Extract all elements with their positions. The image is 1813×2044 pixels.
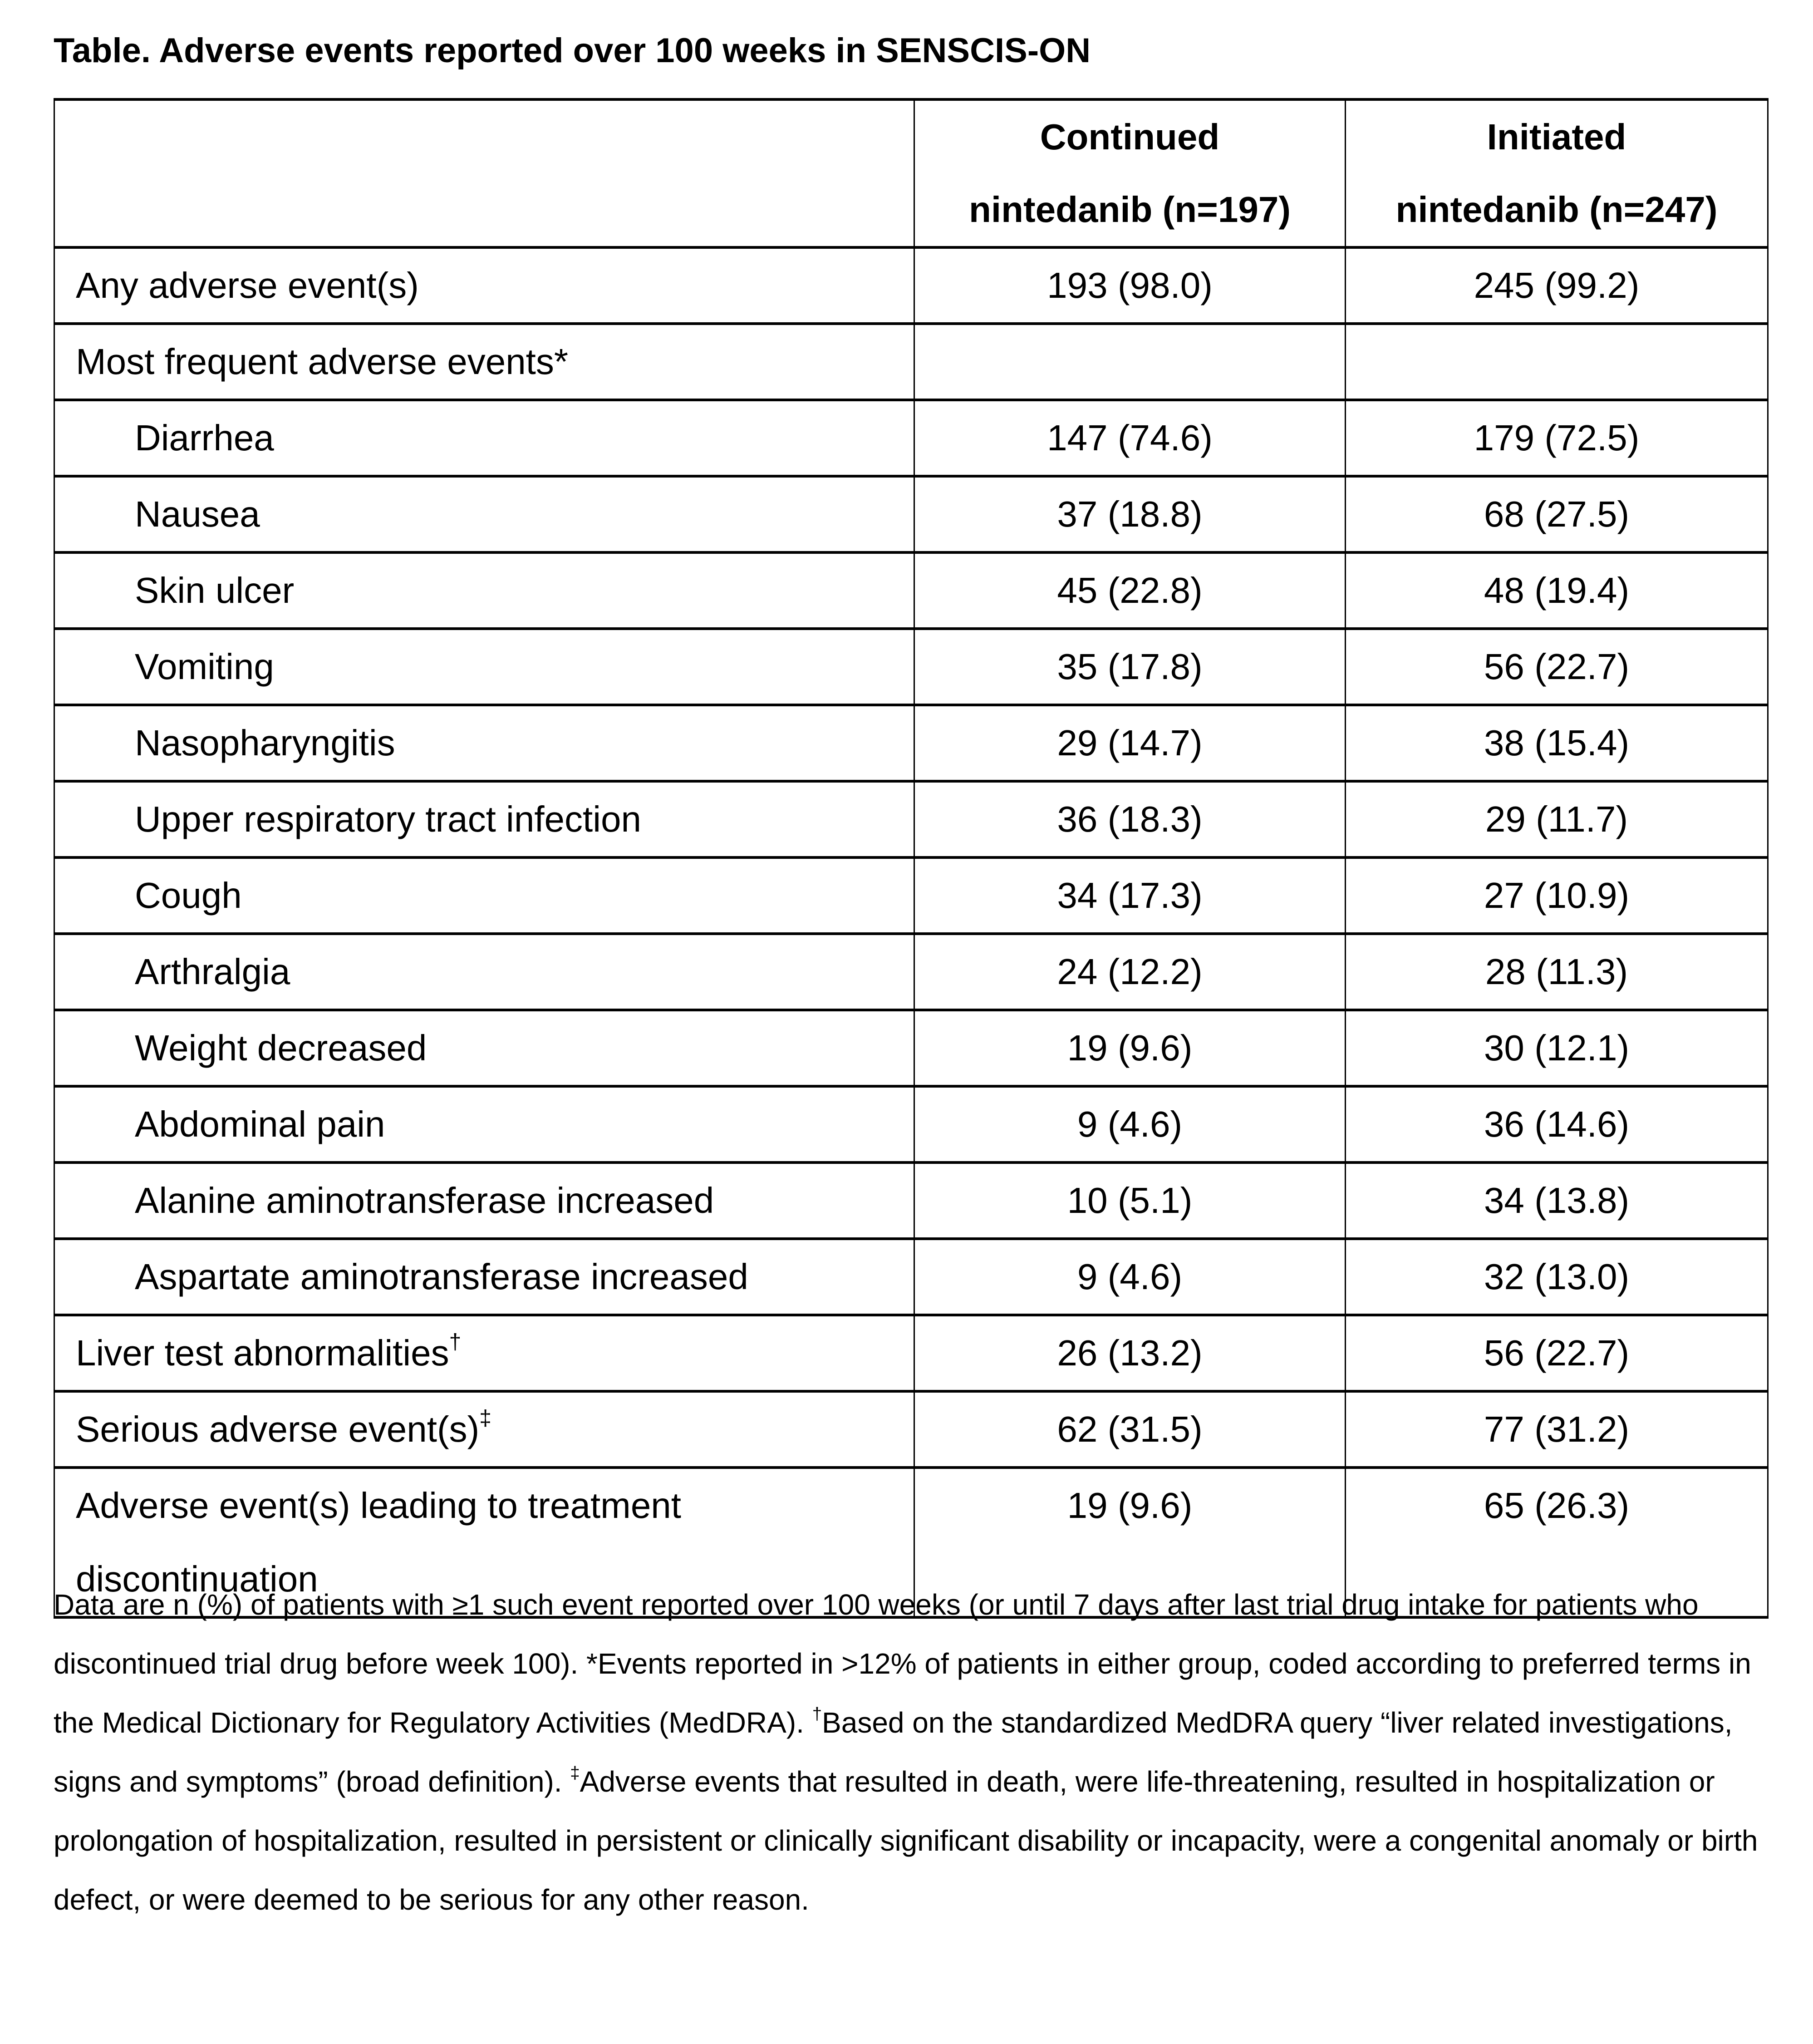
row-label (54, 1010, 914, 1086)
cell-initiated: 30 (12.1) (1346, 1010, 1768, 1086)
row-label-text: Upper respiratory tract infection (135, 799, 642, 839)
row-label (54, 857, 914, 934)
row-label (54, 247, 914, 324)
table-row (54, 1162, 1768, 1239)
cell-initiated: 245 (99.2) (1346, 247, 1768, 324)
header-continued-nintedanib (914, 99, 1346, 247)
cell-initiated: 65 (26.3) (1346, 1468, 1768, 1617)
cell-continued: 36 (18.3) (914, 781, 1346, 857)
cell-initiated: 28 (11.3) (1346, 934, 1768, 1010)
cell-continued: 19 (9.6) (914, 1468, 1346, 1617)
row-label-text: Nausea (135, 494, 260, 534)
row-label-text: Diarrhea (135, 418, 274, 458)
cell-continued: 9 (4.6) (914, 1239, 1346, 1315)
table-row (54, 476, 1768, 552)
header-initiated-nintedanib (1346, 99, 1768, 247)
row-label-text: Serious adverse event(s) (76, 1409, 480, 1449)
header-line1: Initiated (1487, 117, 1626, 157)
cell-continued: 147 (74.6) (914, 400, 1346, 476)
footnote-text-1: Data are n (%) of patients with ≥1 such event reported over 100 weeks (or until 7 days after last trial drug intake for patients who discontinued trial drug before week 100). *Events reported in >12% of patients in either group, coded according to preferred terms in the Medical Dictionary for Regulatory Activities (MedDRA). (54, 1588, 1751, 1739)
table-row (54, 1391, 1768, 1468)
header-line2: nintedanib (n=247) (1395, 189, 1718, 230)
row-label-text: Abdominal pain (135, 1104, 385, 1144)
table-row (54, 552, 1768, 629)
cell-initiated: 36 (14.6) (1346, 1086, 1768, 1162)
table-row (54, 400, 1768, 476)
header-line1: Continued (1040, 117, 1220, 157)
cell-initiated: 34 (13.8) (1346, 1162, 1768, 1239)
row-label (54, 1086, 914, 1162)
cell-initiated: 179 (72.5) (1346, 400, 1768, 476)
row-label-text: Weight decreased (135, 1028, 427, 1068)
cell-continued: 10 (5.1) (914, 1162, 1346, 1239)
footnote-mark: † (449, 1330, 462, 1354)
cell-continued: 193 (98.0) (914, 247, 1346, 324)
cell-continued: 29 (14.7) (914, 705, 1346, 781)
cell-continued (914, 324, 1346, 400)
row-label-text: Skin ulcer (135, 570, 295, 611)
row-label-text: Nasopharyngitis (135, 723, 395, 763)
table-row (54, 1315, 1768, 1391)
row-label (54, 629, 914, 705)
row-label-text: Cough (135, 875, 242, 916)
table-row (54, 705, 1768, 781)
row-label (54, 1315, 914, 1391)
row-label (54, 934, 914, 1010)
row-label (54, 324, 914, 400)
cell-initiated (1346, 324, 1768, 400)
dagger-mark: † (812, 1704, 822, 1724)
cell-continued: 26 (13.2) (914, 1315, 1346, 1391)
row-label (54, 552, 914, 629)
table-header-row (54, 99, 1768, 247)
table-body (54, 247, 1768, 1617)
cell-initiated: 29 (11.7) (1346, 781, 1768, 857)
row-label (54, 1391, 914, 1468)
row-label (54, 1162, 914, 1239)
row-label (54, 476, 914, 552)
adverse-events-table (54, 98, 1769, 1619)
row-label-text: Any adverse event(s) (76, 265, 419, 305)
row-label-text: Arthralgia (135, 951, 290, 992)
row-label-text: Adverse event(s) leading to treatment discontinuation (76, 1485, 682, 1599)
table-row (54, 934, 1768, 1010)
row-label (54, 1239, 914, 1315)
cell-continued: 37 (18.8) (914, 476, 1346, 552)
table-footnote (54, 1575, 1774, 1929)
table-row (54, 1010, 1768, 1086)
table-title: Table. Adverse events reported over 100 weeks in SENSCIS-ON (54, 31, 1091, 70)
row-label (54, 705, 914, 781)
cell-initiated: 32 (13.0) (1346, 1239, 1768, 1315)
cell-initiated: 77 (31.2) (1346, 1391, 1768, 1468)
cell-initiated: 48 (19.4) (1346, 552, 1768, 629)
row-label-text: Alanine aminotransferase increased (135, 1180, 714, 1221)
table-row (54, 629, 1768, 705)
row-label-text: Liver test abnormalities (76, 1333, 449, 1373)
table-row (54, 324, 1768, 400)
table-row (54, 1086, 1768, 1162)
cell-initiated: 68 (27.5) (1346, 476, 1768, 552)
cell-continued: 24 (12.2) (914, 934, 1346, 1010)
double-dagger-mark: ‡ (570, 1763, 580, 1783)
footnote-text-3: Adverse events that resulted in death, were life-threatening, resulted in hospitalization or prolongation of hospitalization, resulted in persistent or clinically significant disability or incapacity, were a congenital anomaly or birth defect, or were deemed to be serious for any other reason. (54, 1765, 1758, 1916)
cell-continued: 34 (17.3) (914, 857, 1346, 934)
cell-continued: 35 (17.8) (914, 629, 1346, 705)
row-label-text: Most frequent adverse events* (76, 341, 569, 382)
cell-initiated: 38 (15.4) (1346, 705, 1768, 781)
cell-initiated: 27 (10.9) (1346, 857, 1768, 934)
cell-continued: 62 (31.5) (914, 1391, 1346, 1468)
footnote-mark: ‡ (479, 1406, 491, 1430)
table-row (54, 857, 1768, 934)
row-label-text: Vomiting (135, 646, 274, 687)
cell-initiated: 56 (22.7) (1346, 629, 1768, 705)
cell-continued: 9 (4.6) (914, 1086, 1346, 1162)
header-line2: nintedanib (n=197) (969, 189, 1291, 230)
row-label (54, 400, 914, 476)
table-row (54, 1239, 1768, 1315)
cell-continued: 45 (22.8) (914, 552, 1346, 629)
row-label-text: Aspartate aminotransferase increased (135, 1256, 748, 1297)
header-label-column (54, 99, 914, 247)
table-row (54, 247, 1768, 324)
footnote-text-2: Based on the standardized MedDRA query “liver related investigations, signs and symptoms” (broad definition). (54, 1706, 1733, 1798)
cell-continued: 19 (9.6) (914, 1010, 1346, 1086)
row-label (54, 781, 914, 857)
table-row (54, 781, 1768, 857)
cell-initiated: 56 (22.7) (1346, 1315, 1768, 1391)
